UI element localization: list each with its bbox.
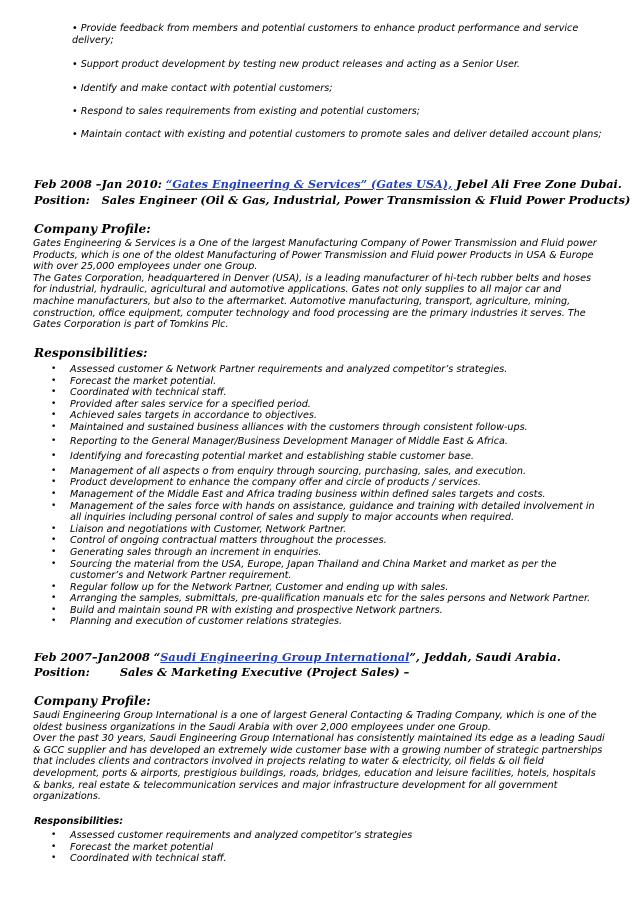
list-item: • Management of all aspects o from enquiry through sourcing, purchasing, sales, and execution. [50,466,606,478]
job1-profile-paragraph: The Gates Corporation, headquartered in Denver (USA), is a leading manufacturer of hi-tech rubber belts and hoses for industrial, hydraulic, agricultural and automotive applications. Gates not only supplies to all major car and machine manufacturers, but also to the aftermarket. Automotive manufacturing, transport, agriculture, mining, construction, office equipment, computer technology and food processing are the primary industries it serves. The Gates Corporation is part of Tomkins Plc. [33,272,592,331]
job1-position-value: Sales Engineer (Oil & Gas, Industrial, Power Transmission & Fluid Power Products) [101,193,631,207]
job1-responsibilities-list [50,364,606,628]
job2-profile-paragraph: Saudi Engineering Group International is a one of largest General Contacting & Trading Company, which is one of the oldest business organizations in the Saudi Arabia with over 2,000 employees under one Group. [33,710,597,733]
list-item: • Management of the sales force with hands on assistance, guidance and training with detailed involvement in all inquiries including personal control of sales and supply to major accounts when required. [50,501,606,524]
job1-position [34,193,631,208]
job1-profile-text [33,238,605,331]
list-item: • Forecast the market potential [50,842,606,854]
job2-profile-paragraph: Over the past 30 years, Saudi Engineering Group International has consistently maintained its edge as a leading Saudi & GCC supplier and has developed an extremely wide customer base with a growing number of strategic partnerships that includes clients and contractors involved in projects relating to water & electricity, oil fields & oil field development, ports & airports, prestigious buildings, roads, bridges, education and leisure facilities, hotels, hospitals & banks, real estate & telecommunication services and major infrastructure development for all government organizations. [33,733,605,803]
top-bullet-item: • Identify and make contact with potential customers; [72,83,333,94]
list-item: • Identifying and forecasting potential market and establishing stable customer base. [50,451,606,463]
job1-profile-title: Company Profile: [34,222,151,236]
list-item: • Management of the Middle East and Africa trading business within defined sales targets and costs. [50,489,606,501]
top-bullet-item: • Respond to sales requirements from existing and potential customers; [72,106,421,117]
job2-position [34,665,624,680]
list-item: • Reporting to the General Manager/Business Development Manager of Middle East & Africa. [50,436,606,448]
list-item: • Provided after sales service for a specified period. [50,399,606,411]
list-item: • Maintained and sustained business alliances with the customers through consistent follow-ups. [50,422,606,434]
job2-profile-text [33,710,605,803]
list-item: • Forecast the market potential. [50,376,606,388]
list-item: • Planning and execution of customer relations strategies. [50,616,606,628]
list-item: • Assessed customer & Network Partner requirements and analyzed competitor’s strategies. [50,364,606,376]
job1-company-link[interactable]: “Gates Engineering & Services” (Gates USA), [165,177,453,191]
top-bullet-item: • Provide feedback from members and potential customers to enhance product performance and service delivery; [72,23,579,46]
list-item: • Liaison and negotiations with Customer, Network Partner. [50,524,606,536]
job2-responsibilities-list [50,830,606,865]
list-item: • Product development to enhance the company offer and circle of products / services. [50,477,606,489]
list-item: • Arranging the samples, submittals, pre-qualification manuals etc for the sales persons and Network Partner. [50,593,606,605]
job2-responsibilities-title: Responsibilities: [34,816,124,827]
job2-heading [34,650,624,665]
list-item: • Generating sales through an increment in enquiries. [50,547,606,559]
list-item: • Sourcing the material from the USA, Europe, Japan Thailand and China Market and market as per the customer’s and Network Partner requirement. [50,559,606,582]
job2-location: ”, Jeddah, Saudi Arabia. [409,650,561,664]
list-item: • Control of ongoing contractual matters throughout the processes. [50,535,606,547]
list-item: • Regular follow up for the Network Partner, Customer and ending up with sales. [50,582,606,594]
list-item: • Coordinated with technical staff. [50,853,606,865]
list-item: • Build and maintain sound PR with existing and prospective Network partners. [50,605,606,617]
job1-position-label: Position: [34,193,90,207]
job2-position-label: Position: [34,665,90,679]
job1-heading [34,177,624,192]
job2-position-value: Sales & Marketing Executive (Project Sales) – [119,665,410,679]
top-bullet-item: • Support product development by testing new product releases and acting as a Senior User. [72,59,520,70]
list-item: • Assessed customer requirements and analyzed competitor’s strategies [50,830,606,842]
list-item: • Achieved sales targets in accordance to objectives. [50,410,606,422]
list-item: • Coordinated with technical staff. [50,387,606,399]
job2-profile-title: Company Profile: [34,694,151,708]
job1-dates: Feb 2008 –Jan 2010: [34,177,166,191]
job2-company-link[interactable]: Saudi Engineering Group International [160,650,410,664]
top-bullet-item: • Maintain contact with existing and potential customers to promote sales and deliver detailed account plans; [72,129,602,140]
job1-profile-paragraph: Gates Engineering & Services is a One of the largest Manufacturing Company of Power Transmission and Fluid power Products, which is one of the oldest Manufacturing of Power Transmission and Fluid power Products in USA & Europe with over 25,000 employees under one Group. [33,238,597,273]
job1-responsibilities-title: Responsibilities: [34,346,148,360]
job2-dates: Feb 2007–Jan2008 “ [34,650,161,664]
job1-location: Jebel Ali Free Zone Dubai. [452,177,622,191]
